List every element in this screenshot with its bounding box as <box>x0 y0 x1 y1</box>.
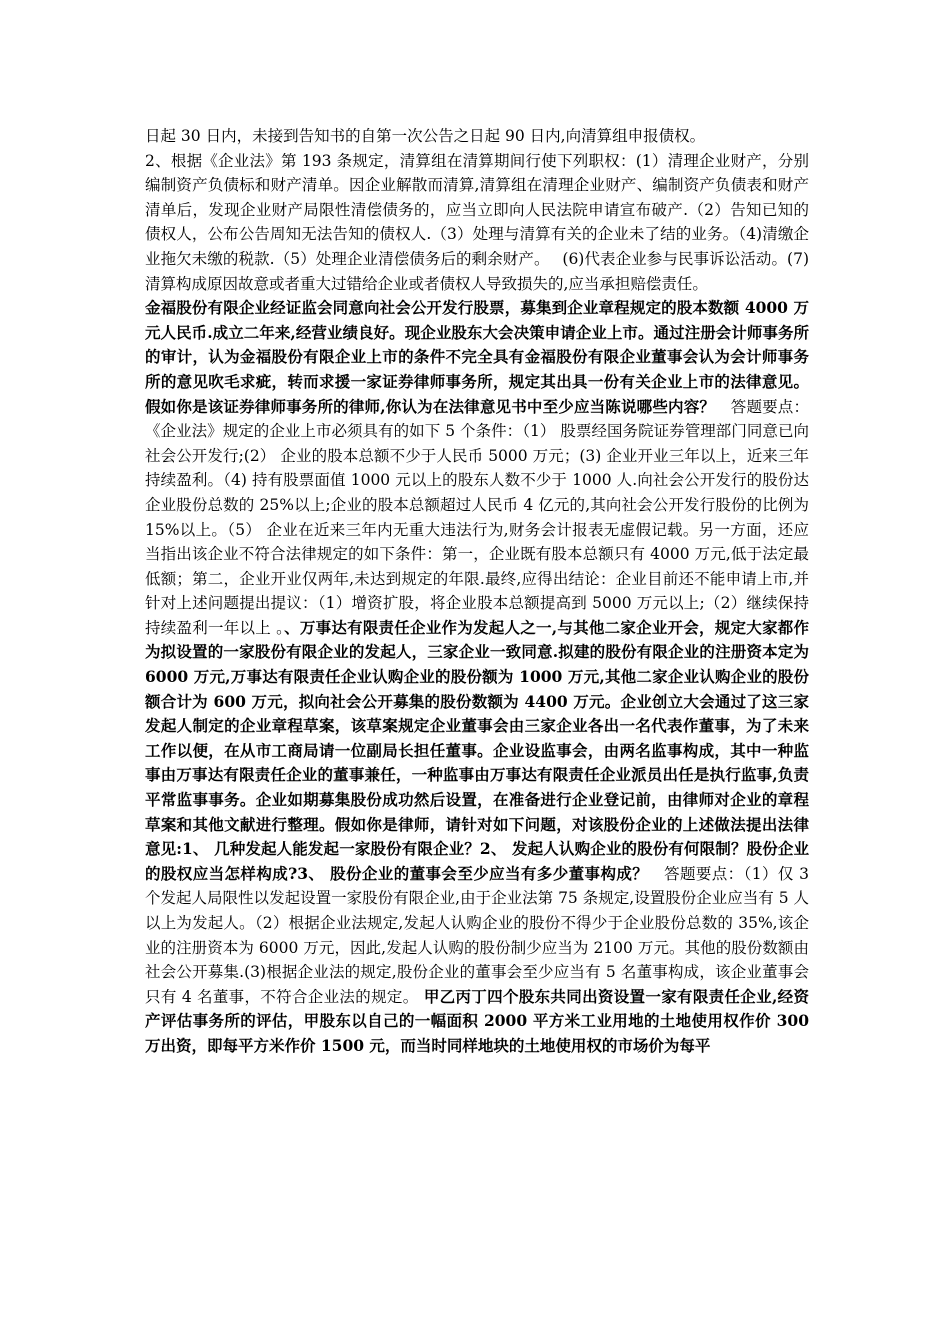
paragraph-1: 日起 30 日内，未接到告知书的自第一次公告之日起 90 日内,向清算组申报债权。 <box>145 127 706 145</box>
question-3-text: 甲乙丙丁四个股东共同出资设置一家有限责任企业,经资产评估事务所的评估，甲股东以自己的一幅面积 2000 平方米工业用地的土地使用权作价 300 万出资，即每平方米作价 1500 元，而当时同样地块的土地使用权的市场价为每平 <box>145 986 810 1055</box>
document-body <box>145 124 809 1059</box>
paragraph-3 <box>145 296 809 1058</box>
question-2-text: 、万事达有限责任企业作为发起人之一,与其他二家企业开会，规定大家都作为拟设置的一家股份有限企业的发起人，三家企业一致同意.拟建的股份有限企业的注册资本定为 6000 万元,万事达有限责任企业认购企业的股份额为 1000 万元,其他二家企业认购企业的股份额合计为 600 万元，拟向社会公开募集的股份数额为 4400 万元。企业创立大会通过了这三家发起人制定的企业章程草案，该草案规定企业董事会由三家企业各出一名代表作董事，为了未来工作以便，在从市工商局请一位副局长担任董事。企业设监事会，由两名监事构成，其中一种监事由万事达有限责任企业的董事兼任，一种监事由万事达有限责任企业派员出任是执行监事,负责平常监事事务。企业如期募集股份成功然后设置，在准备进行企业登记前，由律师对企业的章程草案和其他文献进行整理。假如你是律师，请针对如下问题，对该股份企业的上述做法提出法律意见:1、 几种发起人能发起一家股份有限企业？2、 发起人认购企业的股份有何限制？股份企业的股权应当怎样构成?3、 股份企业的董事会至少应当有多少董事构成？ <box>145 617 809 883</box>
question-1-text: 金福股份有限企业经证监会同意向社会公开发行股票，募集到企业章程规定的股本数额 4000 万元人民币.成立二年来,经营业绩良好。现企业股东大会决策申请企业上市。通过注册会计师事务所的审计，认为金福股份有限企业上市的条件不完全具有金福股份有限企业董事会认为会计师事务所的意见吹毛求疵，转而求援一家证券律师事务所，规定其出具一份有关企业上市的法律意见。假如你是该证券律师事务所的律师,你认为在法律意见书中至少应当陈说哪些内容？ <box>145 298 809 416</box>
answer-2-text: 答题要点：（1）仅 3 个发起人局限性以发起设置一家股份有限企业,由于企业法第 75 条规定,设置股份企业应当有 5 人以上为发起人。（2）根据企业法规定,发起人认购企业的股份不得少于企业股份总数的 35%,该企业的注册资本为 6000 万元，因此,发起人认购的股份制少应当为 2100 万元。其他的股份数额由社会公开募集.(3)根据企业法的规定,股份企业的董事会至少应当有 5 名董事构成，该企业董事会只有 4 名董事，不符合企业法的规定。 <box>145 864 810 1006</box>
answer-1-text: 答题要点：《企业法》规定的企业上市必须具有的如下 5 个条件：（1） 股票经国务院证券管理部门同意已向社会公开发行;(2） 企业的股本总额不少于人民币 5000 万元；(3) 企业开业三年以上，近来三年持续盈利。（4) 持有股票面值 1000 元以上的股东人数不少于 1000 人.向社会公开发行的股份达企业股份总数的 25%以上;企业的股本总额超过人民币 4 亿元的,其向社会公开发行股份的比例为 15%以上。（5） 企业在近来三年内无重大违法行为,财务会计报表无虚假记载。另一方面，还应当指出该企业不符合法律规定的如下条件：第一，企业既有股本总额只有 4000 万元,低于法定最低额；第二，企业开业仅两年,未达到规定的年限.最终,应得出结论：企业目前还不能申请上市,并针对上述问题提出提议：（1）增资扩股，将企业股本总额提高到 5000 万元以上;（2）继续保持持续盈利一年以上 。 <box>145 397 809 637</box>
paragraph-2: 2、根据《企业法》第 193 条规定，清算组在清算期间行使下列职权：(1）清理企业财产，分别编制资产负债标和财产清单。因企业解散而清算,清算组在清理企业财产、编制资产负债表和财产清单后，发现企业财产局限性清偿债务的，应当立即向人民法院申请宣布破产.（2）告知已知的债权人，公布公告周知无法告知的债权人.（3）处理与清算有关的企业未了结的业务。（4)清缴企业拖欠未缴的税款.（5）处理企业清偿债务后的剩余财产。 (6)代表企业参与民事诉讼活动。(7)清算构成原因故意或者重大过错给企业或者债权人导致损失的,应当承担赔偿责任。 <box>145 151 809 293</box>
